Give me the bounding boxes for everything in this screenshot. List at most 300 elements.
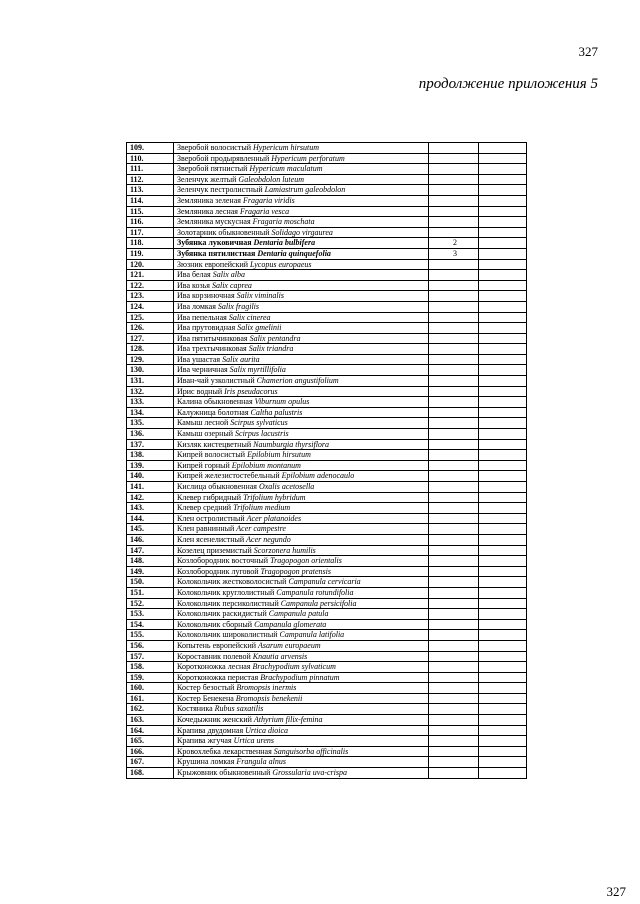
value-cell	[429, 397, 479, 408]
species-name	[174, 545, 429, 556]
russian-name: Кочедыжник женский	[177, 715, 252, 725]
row-number: 135.	[127, 418, 174, 429]
table-row	[127, 333, 527, 344]
species-name	[174, 174, 429, 185]
row-number: 110.	[127, 153, 174, 164]
value-cell	[429, 333, 479, 344]
table-row	[127, 439, 527, 450]
table-row	[127, 206, 527, 217]
russian-name: Ива ушастая	[177, 354, 221, 364]
species-name	[174, 662, 429, 673]
value-cell	[429, 376, 479, 387]
table-row	[127, 715, 527, 726]
species-name	[174, 450, 429, 461]
empty-cell	[479, 662, 527, 673]
species-name	[174, 482, 429, 493]
latin-name: Solidago virgaurea	[271, 227, 333, 237]
russian-name: Колокольчик круглолистный	[177, 587, 275, 597]
value-cell	[429, 630, 479, 641]
table-row	[127, 248, 527, 259]
species-name	[174, 365, 429, 376]
value-cell	[429, 270, 479, 281]
row-number: 137.	[127, 439, 174, 450]
latin-name: Epilobium hirsutum	[247, 450, 311, 460]
species-name	[174, 757, 429, 768]
table-row	[127, 217, 527, 228]
row-number: 129.	[127, 354, 174, 365]
latin-name: Asarum europaeum	[258, 640, 321, 650]
empty-cell	[479, 206, 527, 217]
species-name	[174, 206, 429, 217]
row-number: 112.	[127, 174, 174, 185]
row-number: 151.	[127, 587, 174, 598]
empty-cell	[479, 715, 527, 726]
row-number: 154.	[127, 619, 174, 630]
empty-cell	[479, 143, 527, 154]
table-row	[127, 768, 527, 779]
table-row	[127, 153, 527, 164]
empty-cell	[479, 153, 527, 164]
russian-name: Кипрей горный	[177, 460, 230, 470]
latin-name: Scirpus lacustris	[235, 429, 289, 439]
row-number: 162.	[127, 704, 174, 715]
value-cell	[429, 651, 479, 662]
russian-name: Клевер средний	[177, 503, 232, 513]
value-cell	[429, 354, 479, 365]
russian-name: Колокольчик широколистный	[177, 630, 278, 640]
russian-name: Крапива жгучая	[177, 736, 232, 746]
russian-name: Козлобородник луговой	[177, 566, 259, 576]
russian-name: Ива ломкая	[177, 301, 216, 311]
russian-name: Земляника мускусная	[177, 217, 251, 227]
russian-name: Земляника лесная	[177, 206, 238, 216]
latin-name: Acer negundo	[246, 534, 291, 544]
species-name	[174, 195, 429, 206]
row-number: 111.	[127, 164, 174, 175]
latin-name: Trifolium hybridum	[243, 492, 306, 502]
row-number: 122.	[127, 280, 174, 291]
table-row	[127, 312, 527, 323]
value-cell	[429, 577, 479, 588]
empty-cell	[479, 725, 527, 736]
russian-name: Клен равнинный	[177, 524, 235, 534]
empty-cell	[479, 651, 527, 662]
value-cell	[429, 365, 479, 376]
row-number: 146.	[127, 534, 174, 545]
species-name	[174, 524, 429, 535]
table-row	[127, 640, 527, 651]
row-number: 139.	[127, 460, 174, 471]
row-number: 131.	[127, 376, 174, 387]
table-row	[127, 301, 527, 312]
russian-name: Зубянка пятилистная	[177, 248, 256, 258]
appendix-subtitle: продолжение приложения 5	[418, 76, 598, 92]
row-number: 144.	[127, 513, 174, 524]
latin-name: Dentaria bulbifera	[253, 238, 316, 248]
value-cell	[429, 534, 479, 545]
empty-cell	[479, 450, 527, 461]
page-number-bottom: 327	[606, 884, 626, 899]
russian-name: Клевер гибридный	[177, 492, 242, 502]
value-cell	[429, 195, 479, 206]
latin-name: Campanula patula	[268, 609, 329, 619]
row-number: 157.	[127, 651, 174, 662]
table-row	[127, 609, 527, 620]
russian-name: Короставник полевой	[177, 651, 251, 661]
empty-cell	[479, 164, 527, 175]
row-number: 153.	[127, 609, 174, 620]
row-number: 156.	[127, 640, 174, 651]
species-name	[174, 566, 429, 577]
table-row	[127, 344, 527, 355]
species-name	[174, 333, 429, 344]
table-row	[127, 651, 527, 662]
value-cell	[429, 429, 479, 440]
empty-cell	[479, 471, 527, 482]
empty-cell	[479, 365, 527, 376]
russian-name: Зеленчук пестролистный	[177, 185, 263, 195]
row-number: 163.	[127, 715, 174, 726]
russian-name: Ива черничная	[177, 365, 228, 375]
empty-cell	[479, 259, 527, 270]
latin-name: Lycopus europaeus	[250, 259, 312, 269]
empty-cell	[479, 545, 527, 556]
species-table	[126, 142, 527, 779]
empty-cell	[479, 524, 527, 535]
row-number: 147.	[127, 545, 174, 556]
row-number: 166.	[127, 746, 174, 757]
empty-cell	[479, 619, 527, 630]
species-name	[174, 270, 429, 281]
latin-name: Brachypodium pinnatum	[260, 672, 340, 682]
table-row	[127, 376, 527, 387]
row-number: 113.	[127, 185, 174, 196]
russian-name: Кипрей железистостебельный	[177, 471, 280, 481]
value-cell	[429, 153, 479, 164]
value-cell	[429, 312, 479, 323]
row-number: 148.	[127, 556, 174, 567]
empty-cell	[479, 672, 527, 683]
empty-cell	[479, 768, 527, 779]
latin-name: Campanula persicifolia	[280, 598, 357, 608]
empty-cell	[479, 418, 527, 429]
empty-cell	[479, 333, 527, 344]
empty-cell	[479, 577, 527, 588]
row-number: 127.	[127, 333, 174, 344]
latin-name: Athyrium filix-femina	[253, 715, 323, 725]
table-row	[127, 397, 527, 408]
value-cell	[429, 513, 479, 524]
value-cell	[429, 164, 479, 175]
empty-cell	[479, 397, 527, 408]
row-number: 155.	[127, 630, 174, 641]
latin-name: Tragopogon orientalis	[270, 556, 342, 566]
row-number: 164.	[127, 725, 174, 736]
latin-name: Salix myrtillifolia	[229, 365, 286, 375]
empty-cell	[479, 439, 527, 450]
empty-cell	[479, 291, 527, 302]
value-cell	[429, 407, 479, 418]
row-number: 160.	[127, 683, 174, 694]
empty-cell	[479, 280, 527, 291]
latin-name: Fragaria viridis	[242, 195, 295, 205]
row-number: 136.	[127, 429, 174, 440]
russian-name: Кизляк кистецветный	[177, 439, 252, 449]
empty-cell	[479, 693, 527, 704]
table-row	[127, 736, 527, 747]
empty-cell	[479, 556, 527, 567]
value-cell	[429, 746, 479, 757]
empty-cell	[479, 227, 527, 238]
species-name	[174, 248, 429, 259]
value-cell	[429, 323, 479, 334]
value-cell	[429, 683, 479, 694]
empty-cell	[479, 513, 527, 524]
empty-cell	[479, 587, 527, 598]
russian-name: Ива пепельная	[177, 312, 227, 322]
russian-name: Колокольчик жестковолосистый	[177, 577, 287, 587]
latin-name: Urtica dioica	[245, 725, 289, 735]
species-name	[174, 407, 429, 418]
species-name	[174, 704, 429, 715]
table-row	[127, 164, 527, 175]
row-number: 115.	[127, 206, 174, 217]
value-cell	[429, 386, 479, 397]
empty-cell	[479, 460, 527, 471]
value-cell	[429, 460, 479, 471]
value-cell	[429, 471, 479, 482]
latin-name: Naumburgia thyrsiflora	[253, 439, 330, 449]
table-row	[127, 693, 527, 704]
value-cell	[429, 174, 479, 185]
latin-name: Salix viminalis	[236, 291, 284, 301]
species-name	[174, 344, 429, 355]
latin-name: Chamerion angustifolium	[256, 376, 339, 386]
russian-name: Иван-чай узколистный	[177, 376, 255, 386]
species-name	[174, 238, 429, 249]
russian-name: Зубянка луковичная	[177, 238, 252, 248]
value-cell	[429, 524, 479, 535]
table-row	[127, 471, 527, 482]
russian-name: Ива прутовидная	[177, 323, 236, 333]
row-number: 140.	[127, 471, 174, 482]
row-number: 159.	[127, 672, 174, 683]
value-cell	[429, 609, 479, 620]
russian-name: Костер безостый	[177, 683, 235, 693]
species-name	[174, 619, 429, 630]
row-number: 134.	[127, 407, 174, 418]
table-row	[127, 418, 527, 429]
table-row	[127, 556, 527, 567]
empty-cell	[479, 270, 527, 281]
row-number: 118.	[127, 238, 174, 249]
row-number: 120.	[127, 259, 174, 270]
empty-cell	[479, 407, 527, 418]
empty-cell	[479, 492, 527, 503]
table-row	[127, 725, 527, 736]
table-row	[127, 227, 527, 238]
species-name	[174, 460, 429, 471]
russian-name: Коротконожка перистая	[177, 672, 259, 682]
row-number: 167.	[127, 757, 174, 768]
species-name	[174, 354, 429, 365]
latin-name: Hypericum hirsutum	[252, 143, 319, 152]
russian-name: Ива пятитычинковая	[177, 333, 248, 343]
latin-name: Galeobdolon luteum	[238, 174, 304, 184]
russian-name: Камыш лесной	[177, 418, 229, 428]
latin-name: Grossularia uva-crispa	[272, 768, 347, 778]
russian-name: Ива козья	[177, 280, 210, 290]
table-row	[127, 291, 527, 302]
table-row	[127, 143, 527, 154]
latin-name: Caltha palustris	[250, 407, 303, 417]
table-row	[127, 619, 527, 630]
row-number: 133.	[127, 397, 174, 408]
value-cell	[429, 736, 479, 747]
value-cell	[429, 259, 479, 270]
value-cell	[429, 503, 479, 514]
empty-cell	[479, 598, 527, 609]
table-row	[127, 460, 527, 471]
table-row	[127, 683, 527, 694]
russian-name: Кислица обыкновенная	[177, 482, 257, 491]
empty-cell	[479, 354, 527, 365]
species-name	[174, 768, 429, 779]
row-number: 117.	[127, 227, 174, 238]
value-cell	[429, 450, 479, 461]
latin-name: Dentaria quinquefolia	[257, 248, 331, 258]
russian-name: Крушина ломкая	[177, 757, 235, 767]
species-name	[174, 418, 429, 429]
latin-name: Salix aurita	[222, 354, 260, 364]
latin-name: Salix alba	[212, 270, 245, 280]
russian-name: Зверобой продырявленный	[177, 153, 270, 163]
row-number: 119.	[127, 248, 174, 259]
value-cell	[429, 439, 479, 450]
species-name	[174, 471, 429, 482]
row-number: 145.	[127, 524, 174, 535]
latin-name: Hypericum maculatum	[249, 164, 323, 174]
latin-name: Fragaria vesca	[239, 206, 290, 216]
russian-name: Зверобой волосистый	[177, 143, 251, 152]
species-name	[174, 640, 429, 651]
russian-name: Колокольчик персиколистный	[177, 598, 279, 608]
row-number: 123.	[127, 291, 174, 302]
latin-name: Salix triandra	[248, 344, 294, 354]
empty-cell	[479, 746, 527, 757]
value-cell	[429, 598, 479, 609]
empty-cell	[479, 217, 527, 228]
russian-name: Крапива двудомная	[177, 725, 244, 735]
table-row	[127, 503, 527, 514]
russian-name: Камыш озерный	[177, 429, 234, 439]
latin-name: Salix gmelinii	[237, 323, 282, 333]
latin-name: Acer platanoides	[246, 513, 302, 523]
latin-name: Tragopogon pratensis	[260, 566, 331, 576]
species-name	[174, 429, 429, 440]
russian-name: Копытень европейский	[177, 640, 257, 650]
row-number: 128.	[127, 344, 174, 355]
russian-name: Зверобой пятнистый	[177, 164, 248, 174]
russian-name: Клен остролистный	[177, 513, 245, 523]
species-name	[174, 386, 429, 397]
value-cell	[429, 482, 479, 493]
species-name	[174, 280, 429, 291]
table-row	[127, 450, 527, 461]
latin-name: Brachypodium sylvaticum	[252, 662, 336, 672]
value-cell	[429, 566, 479, 577]
empty-cell	[479, 482, 527, 493]
species-name	[174, 143, 429, 154]
russian-name: Ива корзиночная	[177, 291, 235, 301]
empty-cell	[479, 757, 527, 768]
species-name	[174, 577, 429, 588]
species-name	[174, 513, 429, 524]
latin-name: Trifolium medium	[233, 503, 291, 513]
value-cell	[429, 715, 479, 726]
latin-name: Epilobium adenocaulo	[281, 471, 355, 481]
species-name	[174, 217, 429, 228]
species-name	[174, 185, 429, 196]
species-name	[174, 397, 429, 408]
empty-cell	[479, 376, 527, 387]
latin-name: Campanula glomerata	[254, 619, 327, 629]
russian-name: Костер Бенекена	[177, 693, 234, 703]
table-row	[127, 195, 527, 206]
empty-cell	[479, 386, 527, 397]
species-name	[174, 725, 429, 736]
empty-cell	[479, 630, 527, 641]
empty-cell	[479, 736, 527, 747]
species-name	[174, 164, 429, 175]
table-row	[127, 746, 527, 757]
table-row	[127, 185, 527, 196]
species-name	[174, 259, 429, 270]
value-cell	[429, 757, 479, 768]
russian-name: Клен ясенелистный	[177, 534, 245, 544]
empty-cell	[479, 323, 527, 334]
value-cell	[429, 640, 479, 651]
species-name	[174, 492, 429, 503]
value-cell: 2	[429, 238, 479, 249]
empty-cell	[479, 248, 527, 259]
species-name	[174, 503, 429, 514]
species-name	[174, 301, 429, 312]
row-number: 149.	[127, 566, 174, 577]
russian-name: Зюзник европейский	[177, 259, 249, 269]
latin-name: Urtica urens	[233, 736, 275, 746]
row-number: 114.	[127, 195, 174, 206]
russian-name: Колокольчик раскидистый	[177, 609, 267, 619]
latin-name: Salix cinerea	[228, 312, 271, 322]
latin-name: Sanguisorba officinalis	[273, 746, 349, 756]
russian-name: Калина обыкновенная	[177, 397, 253, 407]
table-row	[127, 354, 527, 365]
species-name	[174, 153, 429, 164]
latin-name: Salix caprea	[211, 280, 252, 290]
value-cell	[429, 545, 479, 556]
table-row	[127, 630, 527, 641]
value-cell	[429, 344, 479, 355]
value-cell	[429, 693, 479, 704]
table-row	[127, 492, 527, 503]
empty-cell	[479, 683, 527, 694]
latin-name: Viburnum opulus	[254, 397, 310, 407]
russian-name: Костяника	[177, 704, 213, 714]
empty-cell	[479, 609, 527, 620]
russian-name: Кровохлебка лекарственная	[177, 746, 272, 756]
empty-cell	[479, 195, 527, 206]
